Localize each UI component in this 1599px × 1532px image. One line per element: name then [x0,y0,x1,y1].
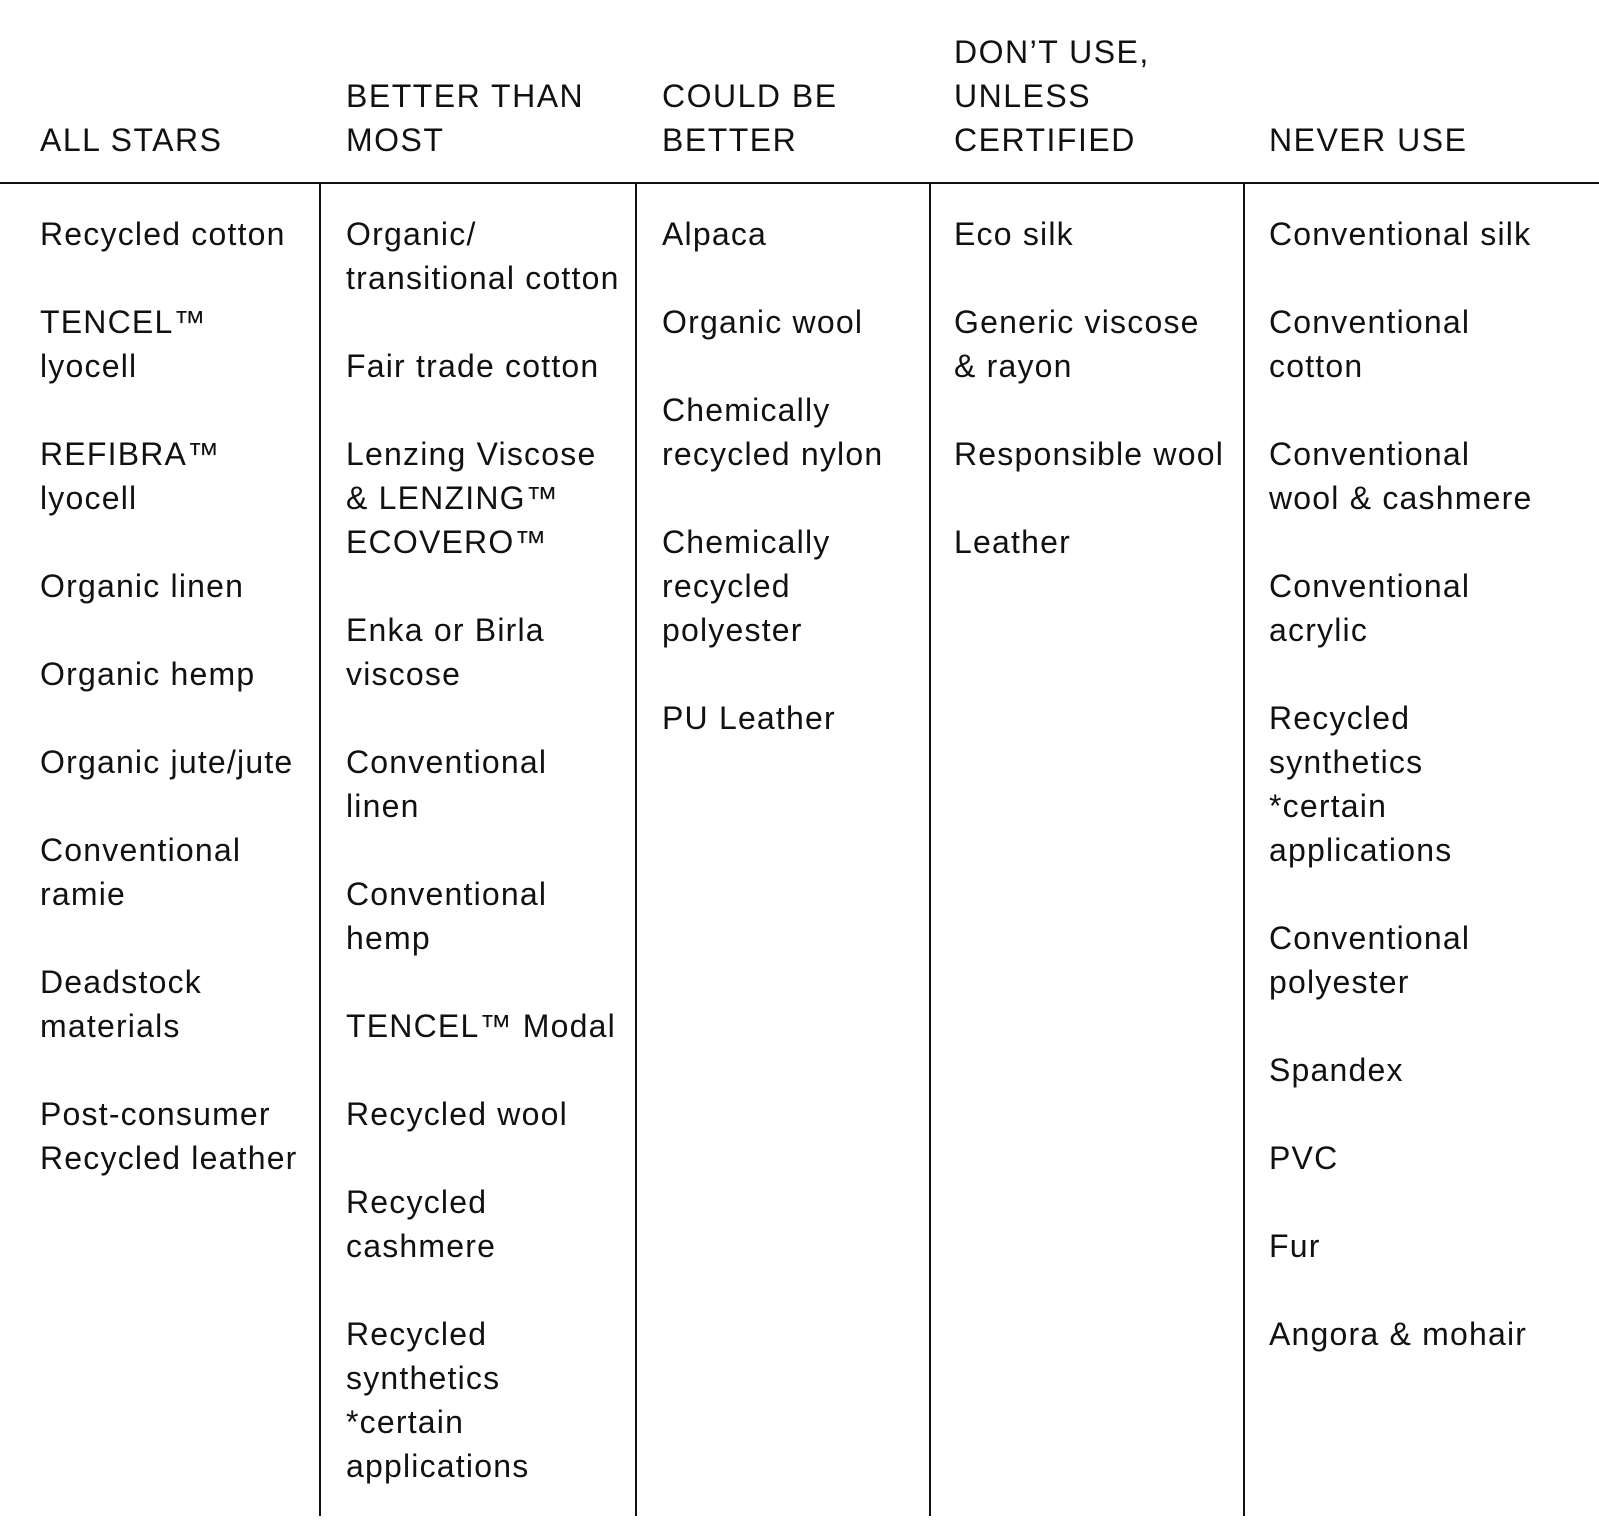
list-item: Responsible wool [954,436,1225,472]
list-item: Organic jute/jute [40,744,294,780]
header-better-than-most: BETTER THAN MOST [346,78,585,158]
list-item: PVC [1269,1140,1339,1176]
column-could-be-better [662,212,883,784]
list-item: Fur [1269,1228,1321,1264]
list-item: REFIBRA™ lyocell [40,436,221,516]
list-item: Fair trade cotton [346,348,600,384]
list-item: TENCEL™ Modal [346,1008,616,1044]
list-item: Generic viscose & rayon [954,304,1200,384]
list-item: Conventional hemp [346,876,548,956]
header-could-be-better: COULD BE BETTER [662,78,838,158]
list-item: Recycled wool [346,1096,568,1132]
list-item: Conventional silk [1269,216,1532,252]
list-item: Conventional cotton [1269,304,1471,384]
list-item: Conventional acrylic [1269,568,1471,648]
column-never-use [1269,212,1532,1400]
list-item: Chemically recycled nylon [662,392,884,472]
list-item: Recycled synthetics *certain applications [1269,700,1453,868]
list-item: Recycled synthetics *certain applications [346,1316,530,1484]
column-divider [929,184,931,1516]
list-item: Eco silk [954,216,1074,252]
list-item: PU Leather [662,700,836,736]
list-item: Organic wool [662,304,864,340]
list-item: Alpaca [662,216,768,252]
list-item: Organic linen [40,568,245,604]
table-header-row [0,0,1599,184]
list-item: Spandex [1269,1052,1404,1088]
list-item: Conventional polyester [1269,920,1471,1000]
header-never-use: NEVER USE [1269,122,1468,158]
list-item: Recycled cotton [40,216,286,252]
column-divider [635,184,637,1516]
column-all-stars [40,212,298,1224]
column-divider [319,184,321,1516]
list-item: Leather [954,524,1071,560]
list-item: Conventional linen [346,744,548,824]
list-item: Organic/ transitional cotton [346,216,620,296]
list-item: Chemically recycled polyester [662,524,831,648]
list-item: Post-consumer Recycled leather [40,1096,298,1176]
list-item: Deadstock materials [40,964,202,1044]
list-item: Recycled cashmere [346,1184,497,1264]
list-item: TENCEL™ lyocell [40,304,207,384]
list-item: Enka or Birla viscose [346,612,545,692]
list-item: Conventional wool & cashmere [1269,436,1533,516]
header-dont-use-unless-certified: DON’T USE, UNLESS CERTIFIED [954,34,1150,158]
column-better-than-most [346,212,620,1532]
column-divider [1243,184,1245,1516]
column-dont-use-unless-certified [954,212,1224,608]
header-all-stars: ALL STARS [40,122,223,158]
list-item: Lenzing Viscose & LENZING™ ECOVERO™ [346,436,597,560]
list-item: Angora & mohair [1269,1316,1528,1352]
list-item: Organic hemp [40,656,256,692]
list-item: Conventional ramie [40,832,242,912]
